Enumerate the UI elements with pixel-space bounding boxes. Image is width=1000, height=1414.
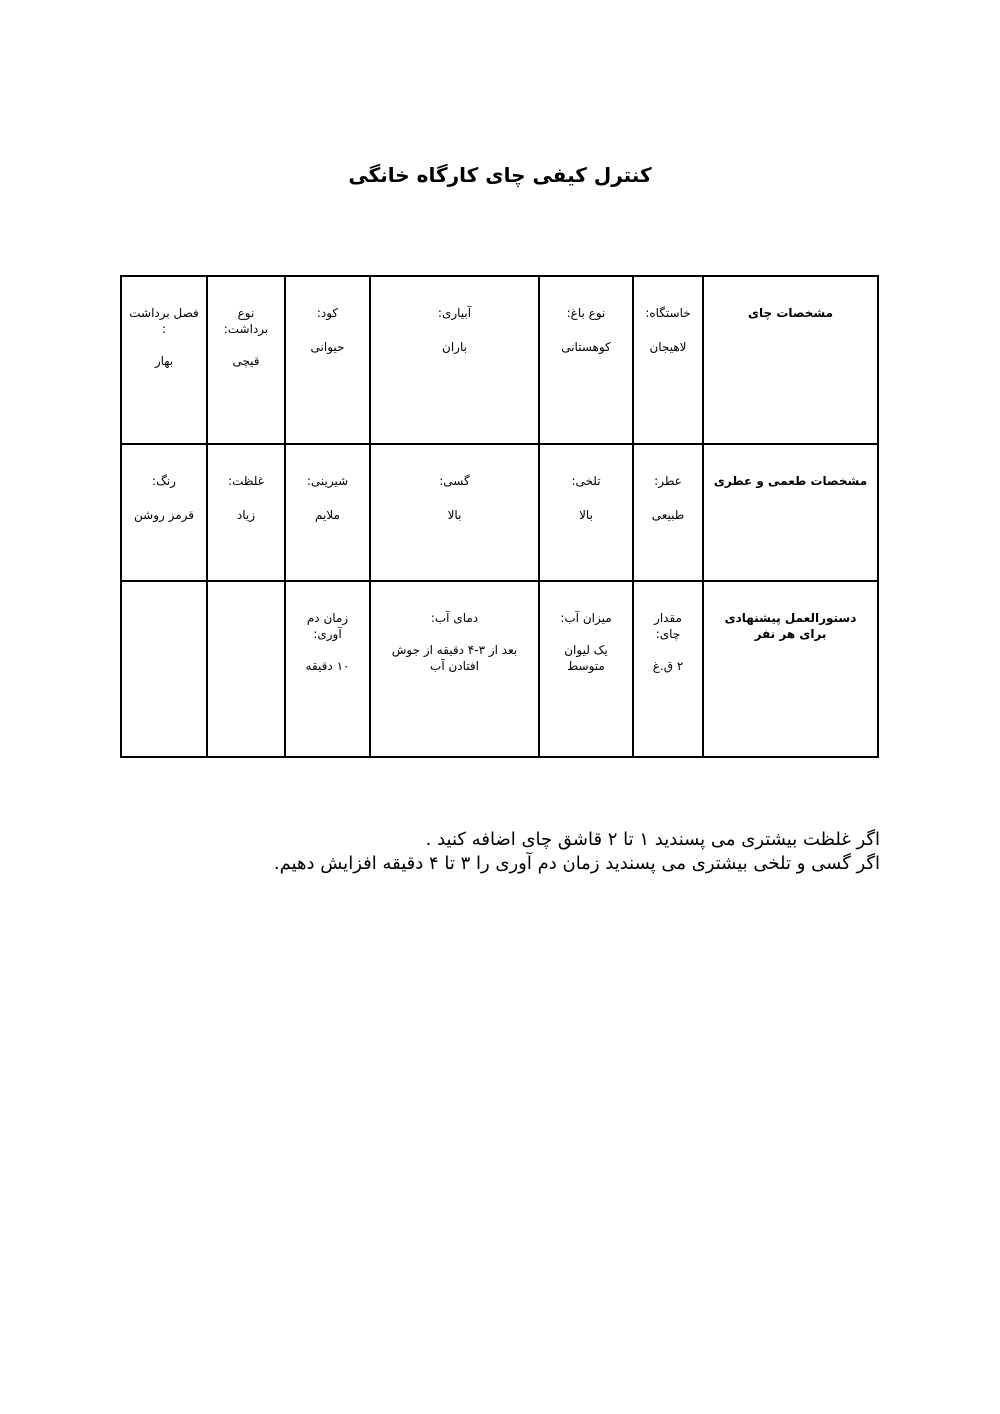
row-header: مشخصات چای: [703, 276, 878, 444]
table-cell: [539, 276, 633, 444]
cell-label: دمای آب:: [430, 611, 479, 625]
table-cell: [121, 276, 207, 444]
cell-value: قرمز روشن: [134, 508, 194, 522]
cell-value: ملایم: [315, 508, 340, 522]
row-header: دستورالعمل پیشنهادی برای هر نفر: [703, 581, 878, 757]
cell-label: نوع باغ:: [566, 306, 606, 320]
table-cell: [121, 444, 207, 581]
table-cell: [207, 276, 285, 444]
cell-label: زمان دم آوری:: [306, 611, 349, 641]
cell-value: یک لیوان متوسط: [564, 643, 608, 673]
table-row: [121, 276, 878, 444]
table-cell: [207, 581, 285, 757]
table-row: [121, 444, 878, 581]
table-cell: [285, 276, 370, 444]
page-title: کنترل کیفی چای کارگاه خانگی: [348, 163, 652, 187]
cell-value: بالا: [447, 508, 462, 522]
table-cell: [207, 444, 285, 581]
cell-label: فصل برداشت :: [129, 306, 199, 336]
table-cell: [539, 581, 633, 757]
cell-value: باران: [442, 340, 467, 354]
cell-label: تلخی:: [571, 474, 601, 488]
note-line: اگر غلظت بیشتری می پسندید ۱ تا ۲ قاشق چای اضافه کنید .: [425, 829, 880, 850]
cell-value: طبیعی: [651, 508, 685, 522]
cell-value: ۲ ق.غ: [652, 659, 684, 673]
cell-label: میزان آب:: [560, 611, 612, 625]
tea-quality-table: [120, 275, 879, 758]
cell-value: بهار: [154, 354, 174, 368]
cell-value: لاهیجان: [649, 340, 687, 354]
table-cell: [370, 444, 539, 581]
cell-value: بالا: [579, 508, 593, 522]
cell-label: کود:: [316, 306, 339, 320]
table-cell: [121, 581, 207, 757]
cell-value: کوهستانی: [561, 340, 611, 354]
table-cell: [539, 444, 633, 581]
cell-label: عطر:: [654, 474, 682, 488]
cell-value: حیوانی: [310, 340, 345, 354]
table-cell: [633, 581, 703, 757]
cell-label: گسی:: [439, 474, 470, 488]
cell-label: شیرینی:: [306, 474, 349, 488]
cell-value: بعد از ۳-۴ دقیقه از جوش افتادن آب: [391, 643, 518, 673]
row-header: مشخصات طعمی و عطری: [703, 444, 878, 581]
table-cell: [285, 444, 370, 581]
table-cell: [370, 276, 539, 444]
cell-value: قیچی: [232, 354, 260, 368]
cell-label: خاستگاه:: [645, 306, 691, 320]
table-cell: [285, 581, 370, 757]
cell-label: رنگ:: [152, 474, 176, 488]
table-row: [121, 581, 878, 757]
cell-value: ۱۰ دقیقه: [305, 659, 350, 673]
note-line: اگر گسی و تلخی بیشتری می پسندید زمان دم آوری را ۳ تا ۴ دقیقه افزایش دهیم.: [273, 853, 880, 874]
cell-value: زیاد: [236, 508, 256, 522]
notes-section: [120, 828, 880, 876]
table-cell: [633, 276, 703, 444]
table-cell: [370, 581, 539, 757]
table-cell: [633, 444, 703, 581]
cell-label: آبیاری:: [437, 306, 472, 320]
cell-label: غلظت:: [228, 474, 264, 488]
cell-label: مقدار چای:: [654, 611, 682, 641]
cell-label: نوع برداشت:: [223, 306, 269, 336]
